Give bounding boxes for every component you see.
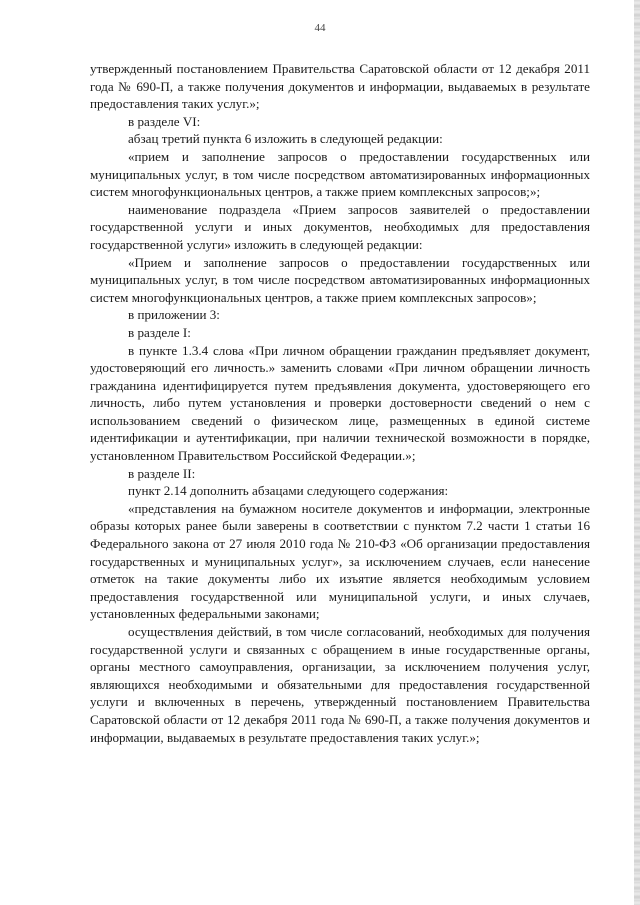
paragraph: «Прием и заполнение запросов о предоставлении государственных или муниципальных услуг, в том числе посредством автоматизированных информационных систем многофункциональных центров, а также прием комплексных запросов»; — [90, 254, 590, 305]
paragraph: в пункте 1.3.4 слова «При личном обращении гражданин предъявляет документ, удостоверяющий его личность.» заменить словами «При личном обращении личность гражданина идентифицируется путем предъявления документа, удостоверяющего его личность, либо путем установления и проверки достоверности сведений о нем с использованием сведений о физическом лице, размещенных в единой системе идентификации и аутентификации, при наличии технической возможности в порядке, установленном Правительством Российской Федерации.»; — [90, 342, 590, 464]
paragraph: в приложении 3: — [128, 307, 220, 323]
paragraph: «прием и заполнение запросов о предоставлении государственных или муниципальных услуг, в том числе посредством автоматизированных информационных систем многофункциональных центров, а также прием комплексных запросов;»; — [90, 148, 590, 200]
paragraph: осуществления действий, в том числе согласований, необходимых для получения государственной услуги и связанных с обращением в иные государственные органы, органы местного самоуправления, организации, за исключением получения услуг, являющихся необходимыми и обязательными для предоставления государственной услуги и включенных в перечень, утвержденный постановлением Правительства Саратовской области от 12 декабря 2011 года № 690-П, а также получения документов и информации, выдаваемых в результате предоставления таких услуг.»; — [90, 624, 590, 745]
paragraph: в разделе II: — [128, 465, 196, 481]
paragraph: «представления на бумажном носителе документов и информации, электронные образы которых ранее были заверены в соответствии с пунктом 7.2 части 1 статьи 16 Федерального закона от 27 июля 2010 года № 210-ФЗ «Об организации предоставления государственных и муниципальных услуг», за исключением случаев, если нанесение отметок на такие документы либо их изъятие является необходимым условием предоставления государственной или муниципальной услуги, и иных случаев, установленных федеральными законами; — [90, 500, 590, 622]
paragraph: абзац третий пункта 6 изложить в следующей редакции: — [128, 131, 443, 147]
paragraph: в разделе I: — [128, 324, 191, 340]
document-body — [90, 60, 590, 746]
paragraph: в разделе VI: — [128, 113, 201, 129]
scan-edge — [634, 0, 640, 905]
paragraph: наименование подраздела «Прием запросов заявителей о предоставлении государственной услуги и иных документов, необходимых для предоставления государственной услуги» изложить в следующей редакции: — [90, 201, 590, 252]
paragraph: утвержденный постановлением Правительства Саратовской области от 12 декабря 2011 года № 690-П, а также получения документов и информации, выдаваемых в результате предоставления таких услуг.»; — [90, 61, 590, 112]
paragraph: пункт 2.14 дополнить абзацами следующего содержания: — [128, 483, 449, 499]
page-number: 44 — [314, 22, 326, 34]
